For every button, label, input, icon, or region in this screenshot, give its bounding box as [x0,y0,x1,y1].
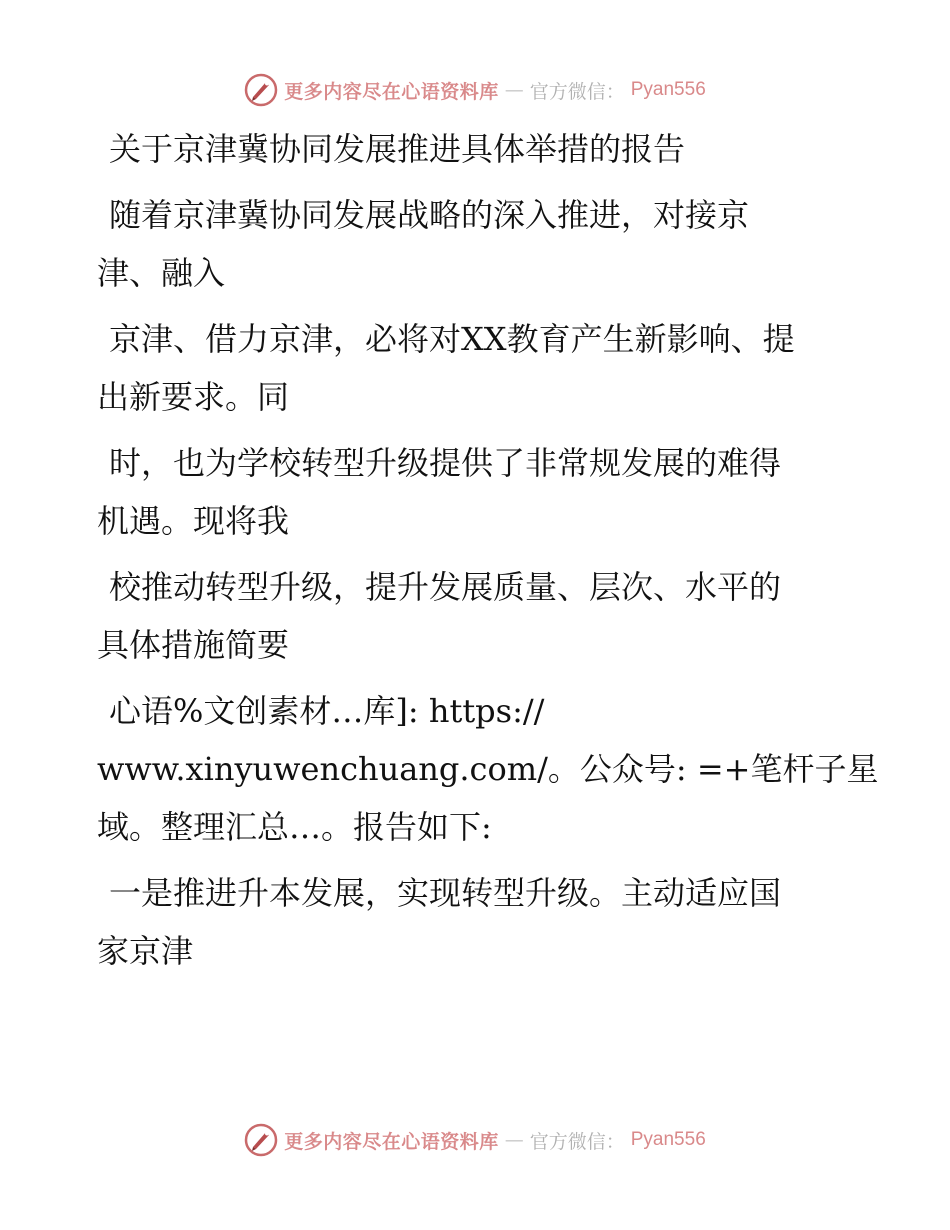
paragraph-2 [97,310,847,426]
paragraph-5 [97,682,879,856]
paragraph-line: 出新要求。同 [97,378,290,416]
banner-separator: — [504,79,524,101]
footer-banner [0,1120,950,1160]
paragraph-1 [97,186,847,302]
quill-pen-logo-icon [244,1123,278,1157]
title-text: 关于京津冀协同发展推进具体举措的报告 [109,130,686,168]
paragraph-line: 一是推进升本发展，实现转型升级。主动适应国 [109,874,782,912]
paragraph-6 [97,864,847,980]
banner-slogan: 更多内容尽在心语资料库 [284,80,499,103]
paragraph-line: 随着京津冀协同发展战略的深入推进，对接京 [109,196,750,234]
paragraph-line: 具体措施简要 [97,626,290,664]
paragraph-3 [97,434,847,550]
banner-slogan: 更多内容尽在心语资料库 [284,1130,499,1153]
document-body [97,120,879,988]
paragraph-line: 家京津 [97,932,194,970]
paragraph-line: 京津、借力京津，必将对XX教育产生新影响、提 [109,320,795,358]
paragraph-line: 机遇。现将我 [97,502,290,540]
paragraph-line: 津、融入 [97,254,226,292]
paragraph-line: 域。整理汇总…。报告如下: [97,808,492,846]
paragraph-line-url: www.xinyuwenchuang.com/。公众号: =+笔杆子星 [97,750,879,788]
banner-official-label: 官方微信： [529,80,625,103]
paragraph-line: 心语%文创素材…库]: https:// [109,692,545,730]
banner-wechat-id: Pyan556 [630,79,706,100]
banner-wechat-id: Pyan556 [630,1129,706,1150]
document-title [97,120,847,178]
quill-pen-logo-icon [244,73,278,107]
paragraph-line: 校推动转型升级，提升发展质量、层次、水平的 [109,568,782,606]
banner-official-label: 官方微信： [529,1130,625,1153]
banner-separator: — [504,1129,524,1151]
paragraph-4 [97,558,847,674]
paragraph-line: 时，也为学校转型升级提供了非常规发展的难得 [109,444,782,482]
header-banner [0,70,950,110]
